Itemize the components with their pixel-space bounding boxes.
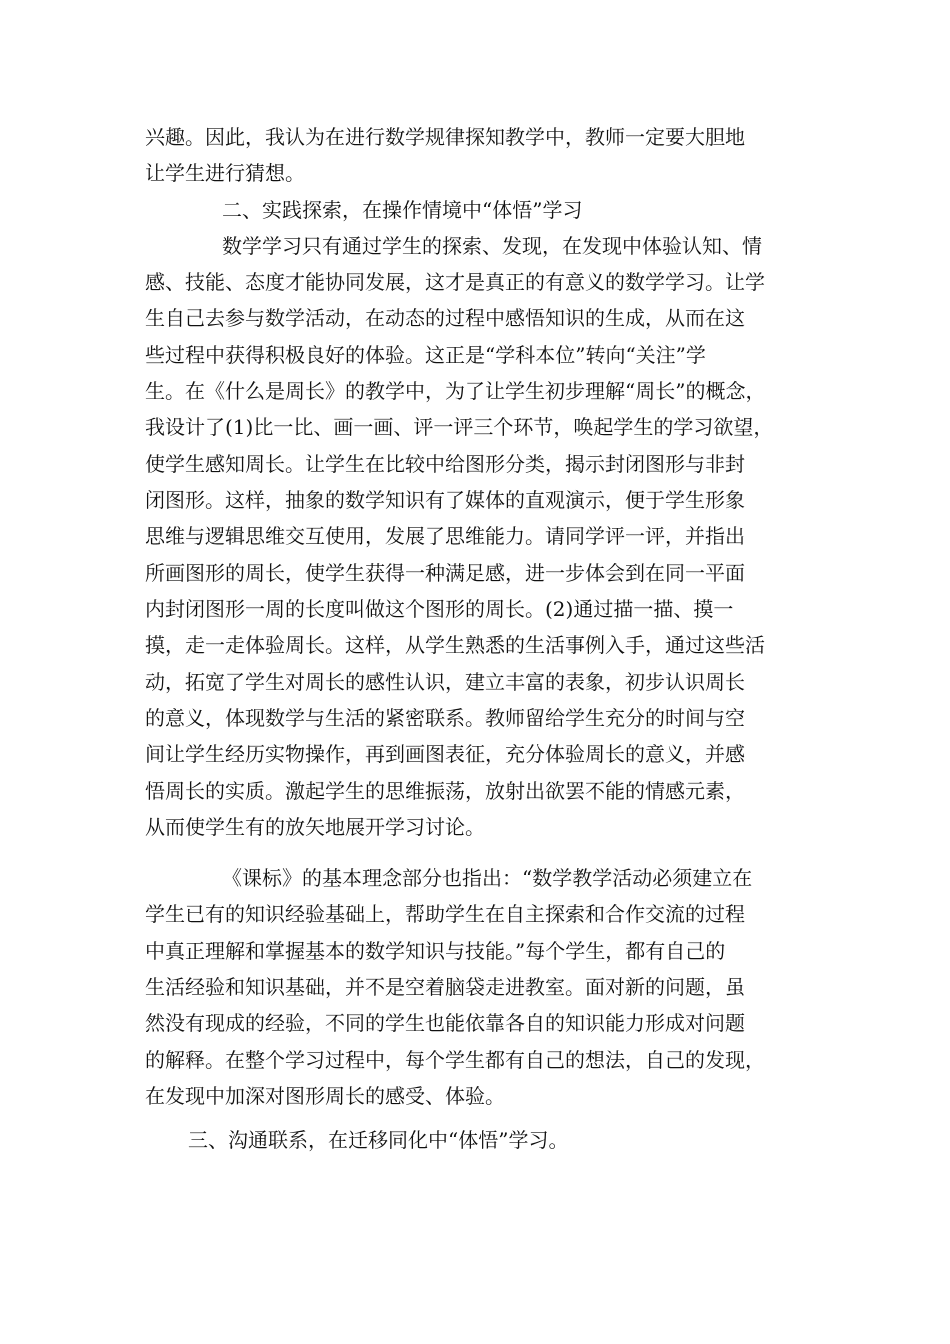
text-line: 所画图形的周长，使学生获得一种满足感，进一步体会到在同一平面 bbox=[145, 561, 745, 585]
text-line: 让学生进行猜想。 bbox=[145, 161, 305, 185]
text-line: 的解释。在整个学习过程中，每个学生都有自己的想法，自己的发现， bbox=[145, 1048, 765, 1072]
text-line: 思维与逻辑思维交互使用，发展了思维能力。请同学评一评，并指出 bbox=[145, 524, 745, 548]
section-heading: 二、实践探索，在操作情境中“体悟”学习 bbox=[222, 198, 583, 222]
text-line: 内封闭图形一周的长度叫做这个图形的周长。(2)通过描一描、摸一 bbox=[145, 597, 734, 621]
text-line: 些过程中获得积极良好的体验。这正是“学科本位”转向“关注”学 bbox=[145, 343, 706, 367]
text-line: 间让学生经历实物操作，再到画图表征，充分体验周长的意义，并感 bbox=[145, 742, 745, 766]
text-line: 《课标》的基本理念部分也指出：“数学教学活动必须建立在 bbox=[222, 866, 753, 890]
text-line: 中真正理解和掌握基本的数学知识与技能。”每个学生，都有自己的 bbox=[145, 939, 726, 963]
text-line: 悟周长的实质。激起学生的思维振荡，放射出欲罢不能的情感元素， bbox=[145, 779, 745, 803]
text-line: 闭图形。这样，抽象的数学知识有了媒体的直观演示，便于学生形象 bbox=[145, 488, 745, 512]
text-line: 在发现中加深对图形周长的感受、体验。 bbox=[145, 1084, 505, 1108]
text-line: 生自己去参与数学活动，在动态的过程中感悟知识的生成，从而在这 bbox=[145, 306, 745, 330]
section-heading: 三、沟通联系，在迁移同化中“体悟”学习。 bbox=[188, 1128, 569, 1152]
text-line: 从而使学生有的放矢地展开学习讨论。 bbox=[145, 815, 485, 839]
text-line: 兴趣。因此，我认为在进行数学规律探知教学中，教师一定要大胆地 bbox=[145, 125, 745, 149]
text-line: 感、技能、态度才能协同发展，这才是真正的有意义的数学学习。让学 bbox=[145, 270, 765, 294]
text-line: 摸，走一走体验周长。这样，从学生熟悉的生活事例入手，通过这些活 bbox=[145, 633, 765, 657]
text-line: 数学学习只有通过学生的探索、发现，在发现中体验认知、情 bbox=[222, 234, 762, 258]
text-line: 学生已有的知识经验基础上，帮助学生在自主探索和合作交流的过程 bbox=[145, 902, 745, 926]
text-line: 我设计了(1)比一比、画一画、评一评三个环节，唤起学生的学习欲望， bbox=[145, 415, 774, 439]
text-line: 生活经验和知识基础，并不是空着脑袋走进教室。面对新的问题，虽 bbox=[145, 975, 745, 999]
text-line: 的意义，体现数学与生活的紧密联系。教师留给学生充分的时间与空 bbox=[145, 706, 745, 730]
text-line: 使学生感知周长。让学生在比较中给图形分类，揭示封闭图形与非封 bbox=[145, 452, 745, 476]
text-line: 动，拓宽了学生对周长的感性认识，建立丰富的表象，初步认识周长 bbox=[145, 670, 745, 694]
text-line: 然没有现成的经验，不同的学生也能依靠各自的知识能力形成对问题 bbox=[145, 1011, 745, 1035]
text-line: 生。在《什么是周长》的教学中，为了让学生初步理解“周长”的概念， bbox=[145, 379, 766, 403]
